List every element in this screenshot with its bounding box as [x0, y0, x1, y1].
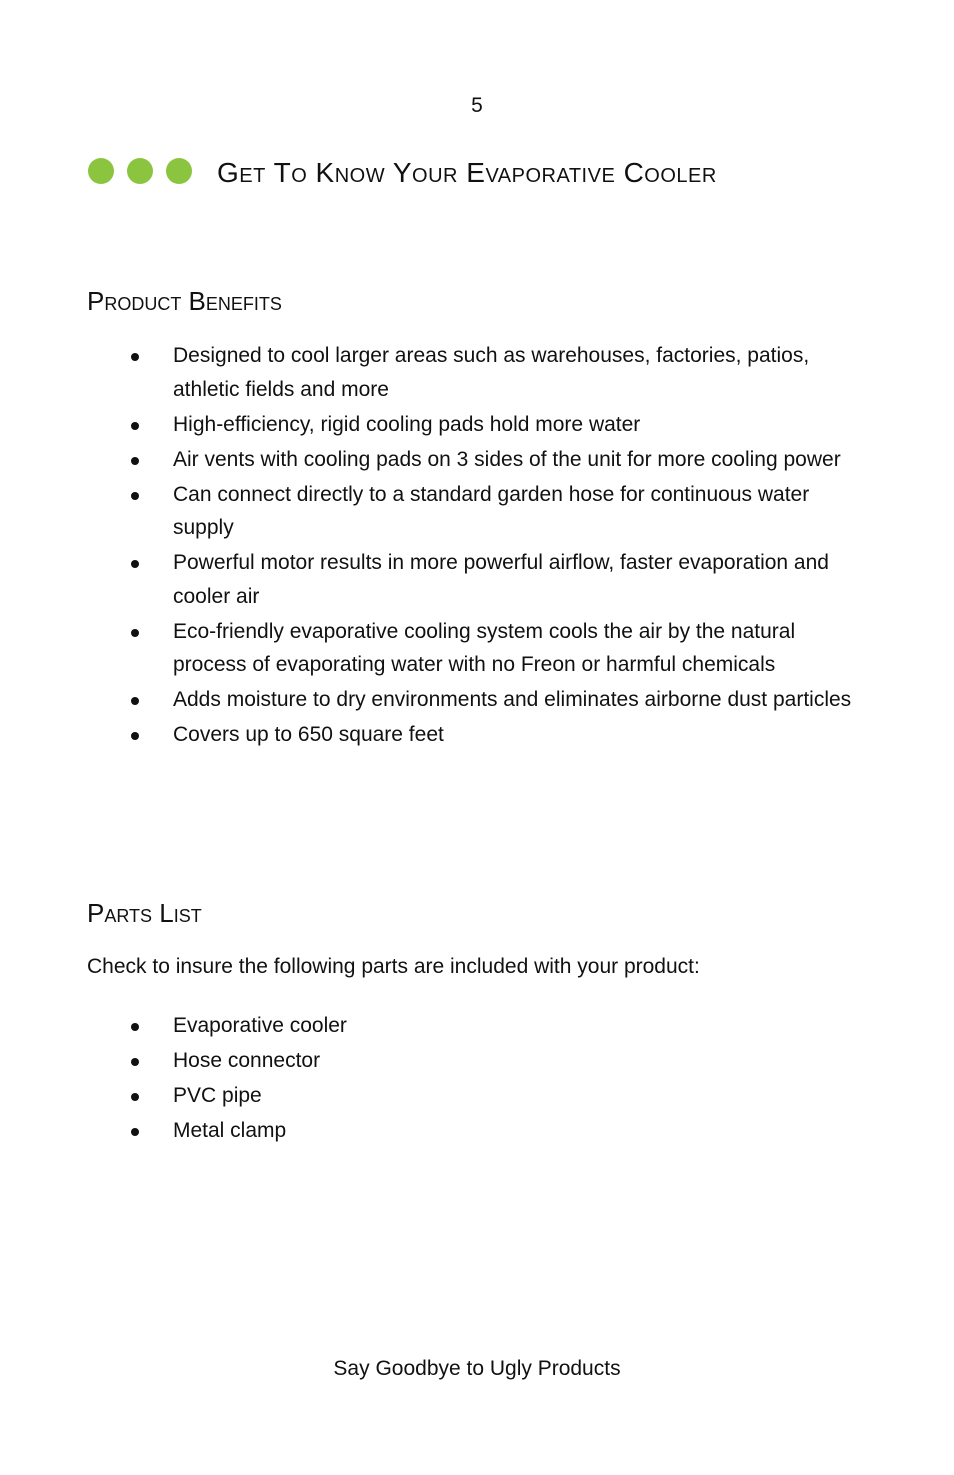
list-item: Hose connector — [130, 1044, 870, 1078]
list-item: Can connect directly to a standard garden hose for continuous water supply — [130, 478, 870, 545]
list-item: Adds moisture to dry environments and eliminates airborne dust particles — [130, 683, 870, 717]
list-item: Air vents with cooling pads on 3 sides of the unit for more cooling power — [130, 443, 870, 477]
green-dot-icon — [127, 158, 153, 184]
title-decoration-dots — [88, 158, 192, 184]
list-item: Evaporative cooler — [130, 1009, 870, 1043]
parts-intro-text: Check to insure the following parts are included with your product: — [87, 955, 700, 978]
green-dot-icon — [166, 158, 192, 184]
parts-list — [130, 1009, 870, 1149]
product-benefits-list — [130, 339, 870, 753]
page-title: Get To Know Your Evaporative Cooler — [217, 157, 717, 188]
list-item: Powerful motor results in more powerful airflow, faster evaporation and cooler air — [130, 546, 870, 613]
list-item: Metal clamp — [130, 1114, 870, 1148]
page-number: 5 — [471, 94, 483, 117]
list-item: Eco-friendly evaporative cooling system cools the air by the natural process of evaporating water with no Freon or harmful chemicals — [130, 615, 870, 682]
green-dot-icon — [88, 158, 114, 184]
list-item: PVC pipe — [130, 1079, 870, 1113]
product-benefits-heading: Product Benefits — [87, 286, 282, 316]
page-footer: Say Goodbye to Ugly Products — [333, 1357, 621, 1380]
list-item: Designed to cool larger areas such as warehouses, factories, patios, athletic fields and more — [130, 339, 870, 406]
parts-list-heading: Parts List — [87, 898, 202, 928]
list-item: Covers up to 650 square feet — [130, 718, 870, 752]
list-item: High-efficiency, rigid cooling pads hold more water — [130, 408, 870, 442]
